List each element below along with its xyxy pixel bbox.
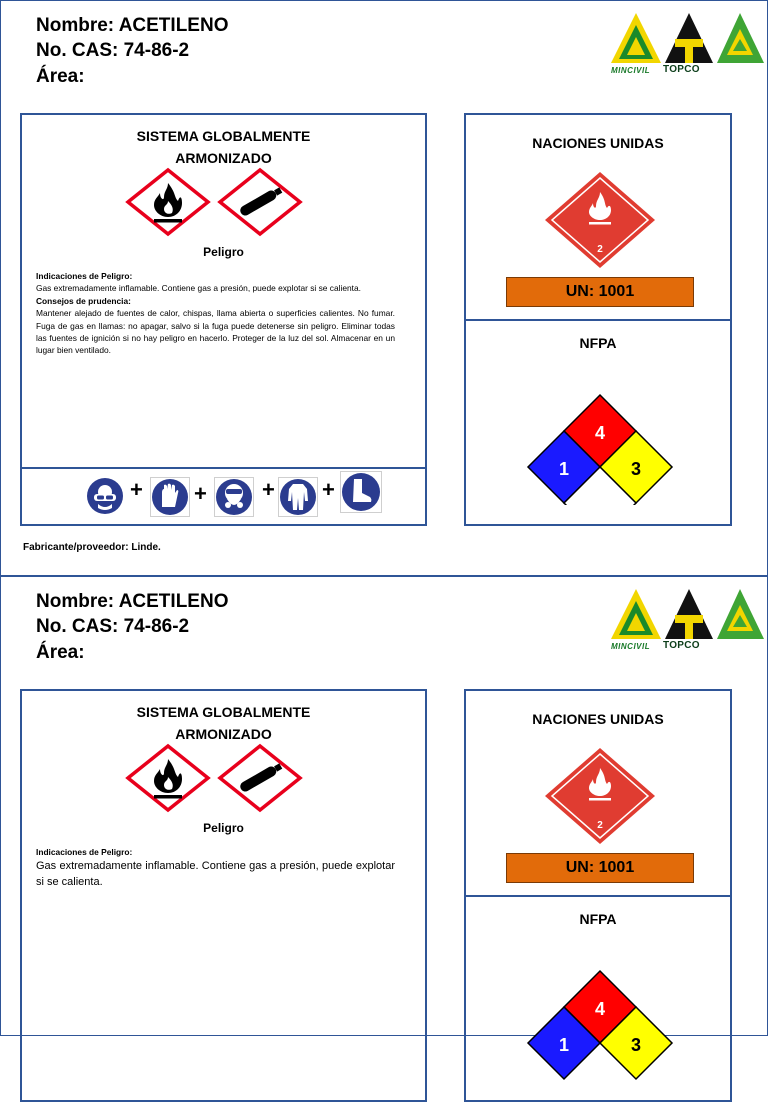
- nfpa-flammability-value: 4: [594, 423, 606, 443]
- area-label: Área:: [36, 642, 85, 663]
- plus-sign: +: [262, 477, 275, 502]
- cas-number: No. CAS: 74-86-2: [36, 616, 190, 637]
- nfpa-flammability-value: 4: [594, 999, 606, 1019]
- area-label: Área:: [36, 66, 85, 87]
- gas-cylinder-pictogram: [220, 746, 300, 810]
- ghs-title-line1: SISTEMA GLOBALMENTE: [136, 704, 311, 720]
- plus-sign: +: [194, 481, 207, 506]
- product-name: Nombre: ACETILENO: [36, 591, 229, 612]
- hazard-heading: Indicaciones de Peligro:: [36, 271, 133, 281]
- ghs-pictograms: [124, 743, 304, 813]
- topco-triangle-logo: [665, 13, 713, 63]
- nfpa-instability-value: 3: [630, 1035, 642, 1055]
- topco-label: TOPCO: [663, 640, 700, 651]
- nfpa-instability-value: 3: [630, 459, 642, 479]
- respirator-icon: [214, 477, 254, 517]
- ghs-title-line2: ARMONIZADO: [175, 726, 272, 742]
- ghs-title-line1: SISTEMA GLOBALMENTE: [136, 128, 311, 144]
- company-logos: [609, 11, 767, 77]
- un-number: UN: 1001: [506, 853, 694, 883]
- nfpa-health-value: 1: [558, 459, 570, 479]
- mincivil-triangle-logo: [611, 589, 661, 639]
- product-name: Nombre: ACETILENO: [36, 15, 229, 36]
- signal-word: Peligro: [203, 245, 244, 259]
- nfpa-diamond: [524, 969, 676, 1081]
- un-panel: [464, 689, 732, 898]
- hazard-text: Gas extremadamente inflamable. Contiene gas a presión, puede explotar si se calienta.: [36, 283, 361, 294]
- un-title: NACIONES UNIDAS: [532, 135, 664, 151]
- hazard-statements: [36, 846, 395, 890]
- advice-text: Mantener alejado de fuentes de calor, chispas, llama abierta o superficies calientes. No fumar. Fuga de gas en llamas: no apagar, salvo si la fuga puede detenerse sin peligro. Eliminar todas las fuentes de ignición si no hay peligro en hacerlo. Proteger de la luz del sol. Almacenar en un lugar bien ventilado.: [36, 308, 395, 356]
- nfpa-panel: [464, 895, 732, 1102]
- label-sheet-2: [0, 576, 768, 1055]
- safety-goggles-icon: [86, 477, 124, 515]
- plus-sign: +: [130, 477, 143, 502]
- green-triangle-logo: [717, 589, 764, 639]
- flame-pictogram: [128, 746, 208, 810]
- nfpa-title: NFPA: [579, 335, 617, 351]
- topco-triangle-logo: [665, 589, 713, 639]
- green-triangle-logo: [717, 13, 764, 63]
- nfpa-panel: [464, 319, 732, 526]
- hazard-heading: Indicaciones de Peligro:: [36, 847, 133, 857]
- ghs-panel: [20, 113, 427, 526]
- mincivil-label: MINCIVIL: [611, 642, 651, 651]
- supplier-note: Fabricante/proveedor: Linde.: [23, 542, 161, 553]
- company-logos: [609, 587, 767, 653]
- nfpa-title: NFPA: [579, 911, 617, 927]
- ppe-band: [22, 467, 425, 524]
- hazard-statements: [36, 270, 395, 357]
- mincivil-label: MINCIVIL: [611, 66, 651, 75]
- topco-label: TOPCO: [663, 64, 700, 75]
- gas-cylinder-pictogram: [220, 170, 300, 234]
- cas-number: No. CAS: 74-86-2: [36, 40, 190, 61]
- flame-pictogram: [128, 170, 208, 234]
- safety-boots-icon: [340, 471, 382, 513]
- un-class-diamond: [543, 746, 657, 846]
- un-panel: [464, 113, 732, 322]
- ghs-pictograms: [124, 167, 304, 237]
- hazard-text: Gas extremadamente inflamable. Contiene gas a presión, puede explotar si se calienta.: [36, 860, 395, 888]
- un-class-diamond: [543, 170, 657, 270]
- mincivil-triangle-logo: [611, 13, 661, 63]
- nfpa-diamond: [524, 393, 676, 505]
- coverall-icon: [278, 477, 318, 517]
- ghs-title-line2: ARMONIZADO: [175, 150, 272, 166]
- signal-word: Peligro: [203, 821, 244, 835]
- advice-heading: Consejos de prudencia:: [36, 295, 131, 306]
- gloves-icon: [150, 477, 190, 517]
- un-title: NACIONES UNIDAS: [532, 711, 664, 727]
- un-class-number: 2: [597, 244, 603, 255]
- un-number: UN: 1001: [506, 277, 694, 307]
- plus-sign: +: [322, 477, 335, 502]
- ghs-panel: [20, 689, 427, 1102]
- nfpa-health-value: 1: [558, 1035, 570, 1055]
- un-class-number: 2: [597, 820, 603, 831]
